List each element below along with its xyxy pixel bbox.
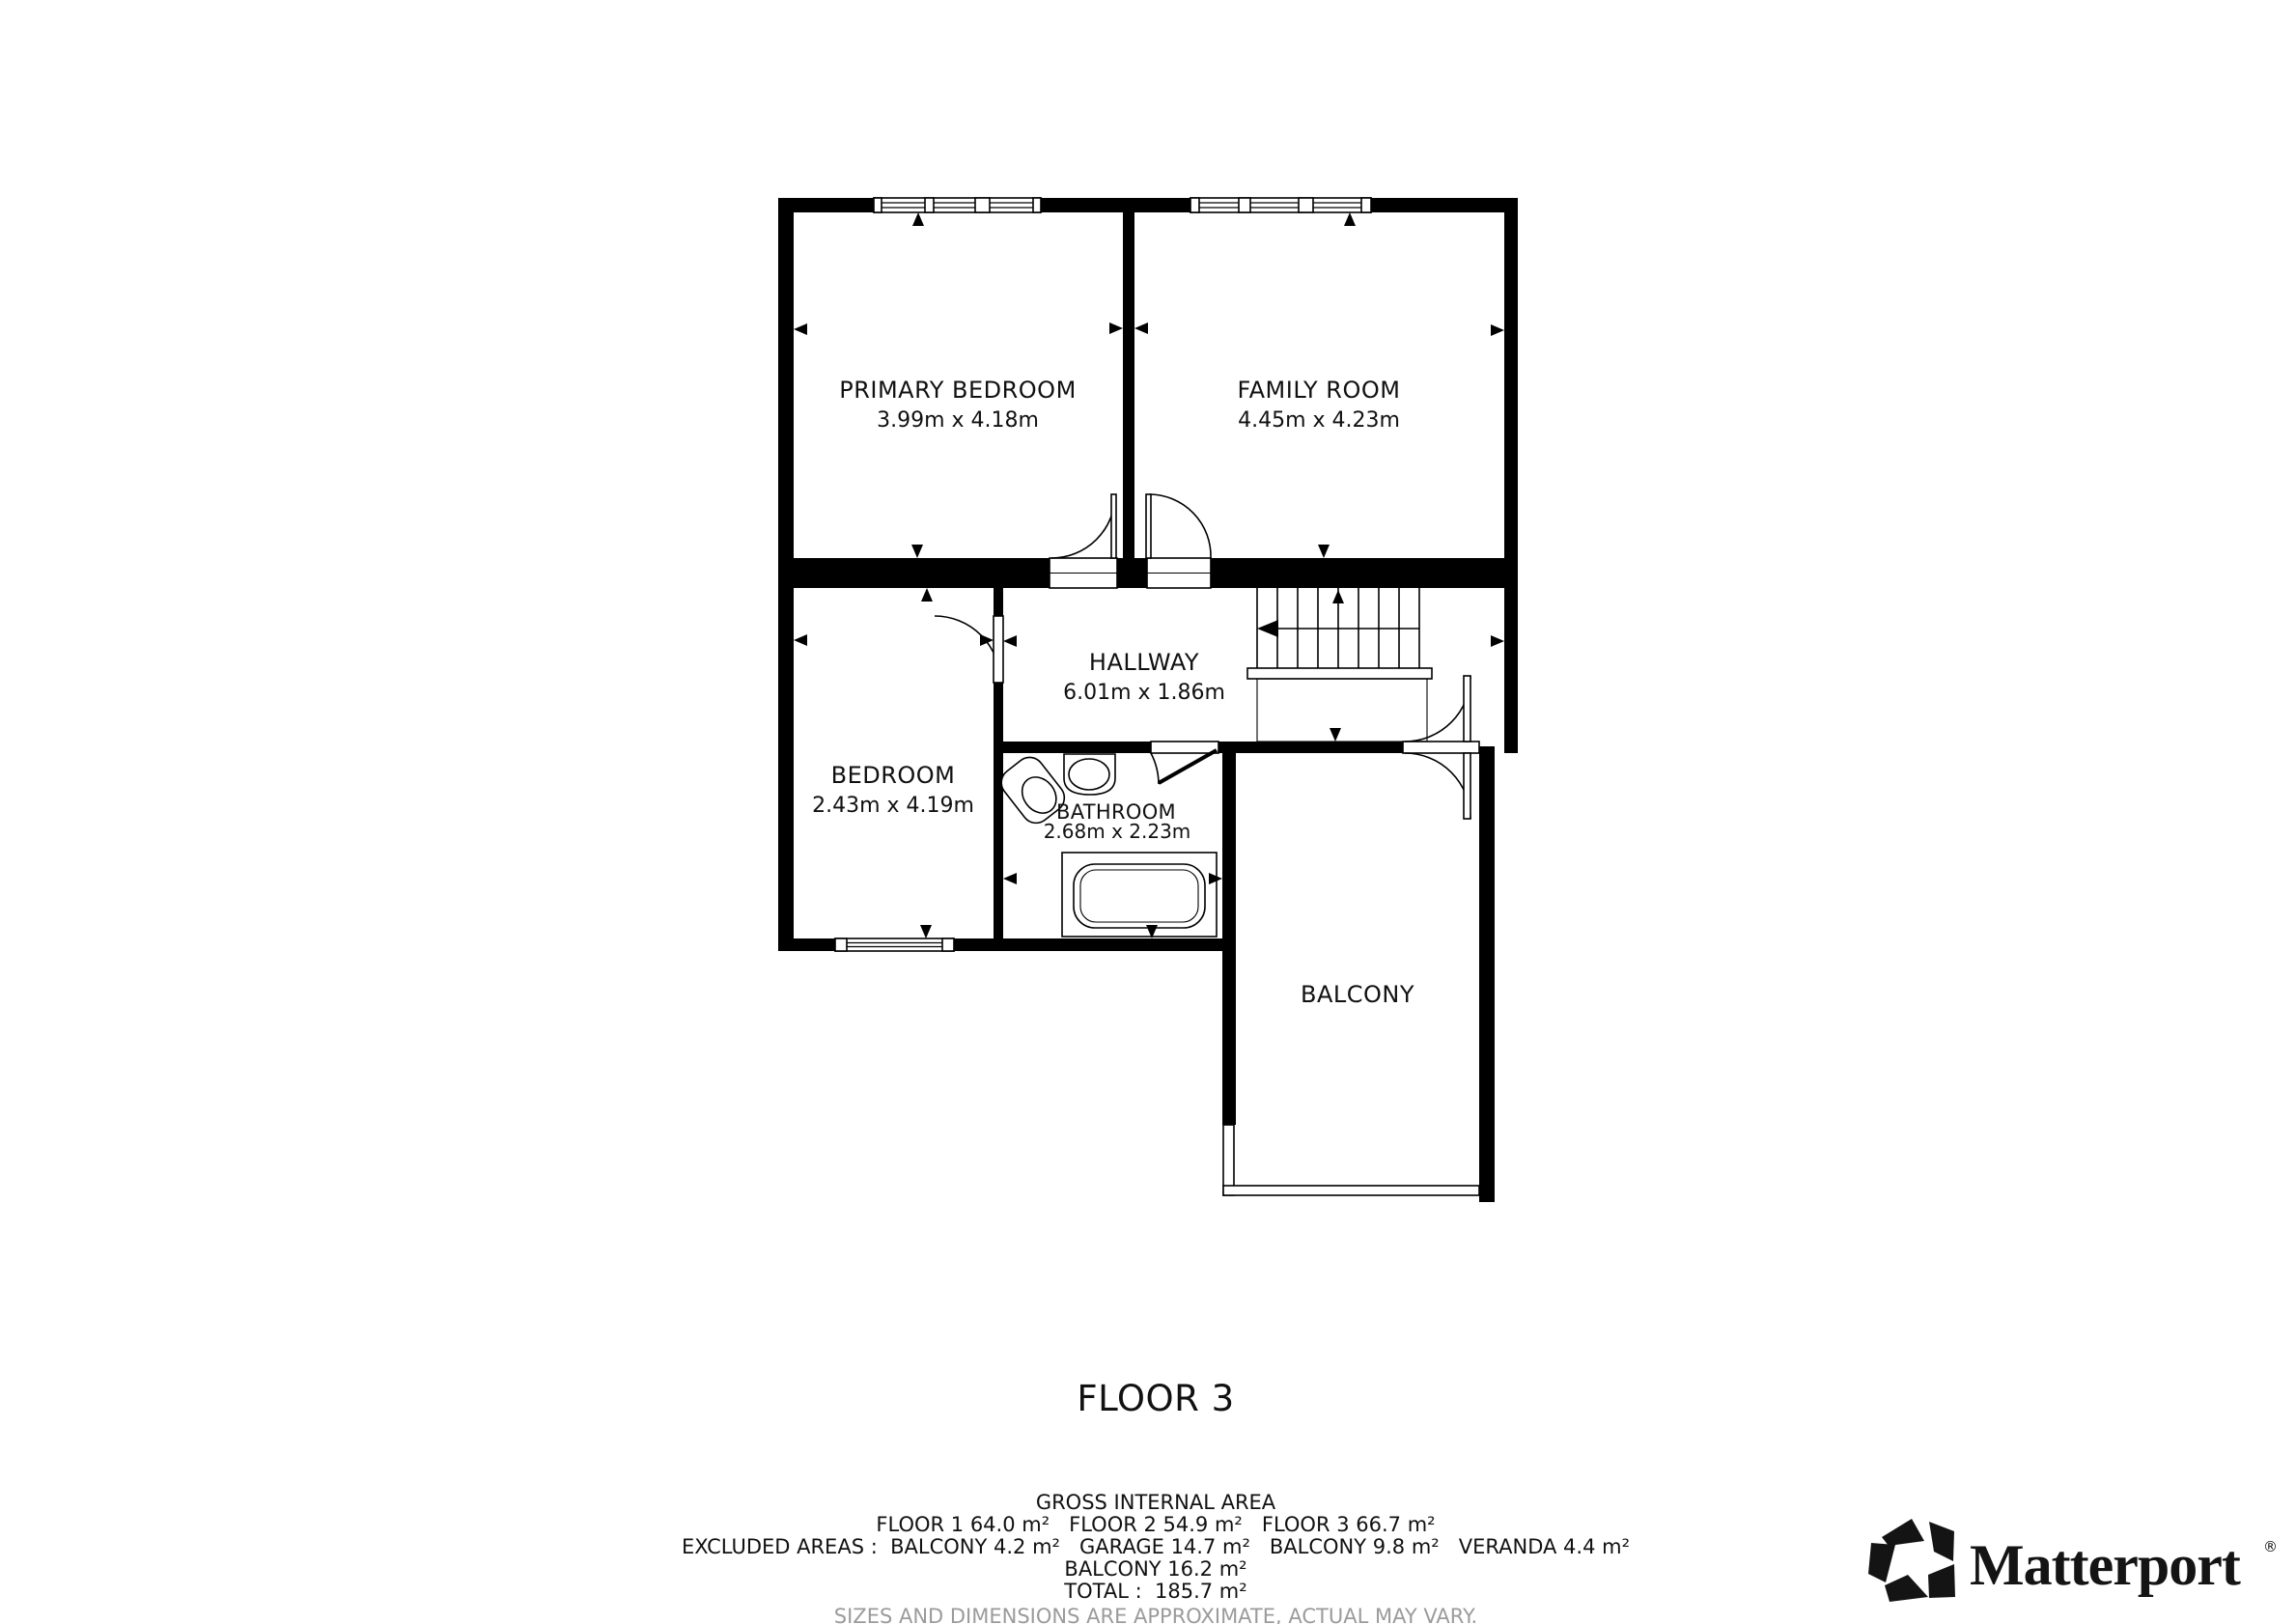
dim-arrow-right bbox=[1491, 635, 1504, 647]
bathroom-fixtures bbox=[995, 751, 1217, 937]
room-label-bedroom: BEDROOM bbox=[830, 762, 956, 789]
balcony-railing-bottom bbox=[1223, 1186, 1479, 1195]
floor-title: FLOOR 3 bbox=[1077, 1378, 1235, 1419]
room-label-bathroom: BATHROOM bbox=[1056, 800, 1176, 824]
bathtub-outer bbox=[1062, 853, 1217, 937]
registered-trademark-symbol: ® bbox=[2263, 1538, 2278, 1555]
wall-hall-bottom-b bbox=[1218, 742, 1403, 753]
wall-hall-bottom-a bbox=[994, 742, 1151, 753]
door-leaf-balcony-upper bbox=[1464, 676, 1470, 742]
total-area-line: TOTAL : 185.7 m² bbox=[1064, 1580, 1247, 1603]
threshold-balcony-door bbox=[1403, 742, 1479, 753]
window-primary-cap-left bbox=[874, 198, 882, 212]
wall-balcony-left bbox=[1222, 951, 1236, 1125]
wall-right bbox=[1504, 212, 1518, 753]
window-primary-bedroom bbox=[874, 198, 1041, 212]
room-labels bbox=[812, 377, 1414, 1008]
window-primary-mullion-2 bbox=[975, 198, 990, 212]
logo-blade-left bbox=[1868, 1543, 1895, 1582]
logo-blade-right-bottom bbox=[1928, 1564, 1955, 1598]
dim-arrow-up bbox=[921, 588, 933, 602]
wall-bedroom-hall-upper bbox=[994, 588, 1003, 616]
logo-blade-bottom bbox=[1885, 1575, 1928, 1602]
window-family-mullion-1 bbox=[1239, 198, 1250, 212]
door-arc-balcony-upper bbox=[1405, 676, 1470, 742]
room-dims-primary-bedroom: 3.99m x 4.18m bbox=[877, 408, 1039, 433]
door-leaf-bedroom bbox=[994, 616, 1003, 683]
balcony-area-line: BALCONY 16.2 m² bbox=[1064, 1557, 1247, 1581]
dim-arrow-down bbox=[1330, 728, 1341, 742]
room-label-balcony: BALCONY bbox=[1300, 981, 1415, 1008]
gross-internal-area-title: GROSS INTERNAL AREA bbox=[1035, 1491, 1276, 1514]
window-family-mullion-2 bbox=[1299, 198, 1313, 212]
stair-direction-arrow bbox=[1257, 620, 1278, 637]
matterport-wordmark: Matterport bbox=[1970, 1533, 2240, 1597]
window-family-cap-right bbox=[1361, 198, 1371, 212]
wall-divider-bedrooms bbox=[1123, 212, 1134, 558]
door-arc-bathroom bbox=[1151, 753, 1159, 784]
dim-arrow-right bbox=[1209, 873, 1222, 884]
bathtub-rim bbox=[1074, 864, 1205, 928]
matterport-logo-icon bbox=[1868, 1519, 1955, 1602]
matterport-logo bbox=[1868, 1519, 2278, 1602]
door-arc-family-room bbox=[1149, 494, 1211, 558]
door-leaf-primary-bedroom bbox=[1111, 494, 1116, 558]
window-primary-cap-right bbox=[1033, 198, 1041, 212]
door-leaf-family-room bbox=[1146, 494, 1151, 558]
disclaimer-text: SIZES AND DIMENSIONS ARE APPROXIMATE, ACTUAL MAY VARY. bbox=[833, 1605, 1478, 1624]
room-label-hallway: HALLWAY bbox=[1088, 649, 1200, 676]
balcony-railings bbox=[1223, 1125, 1479, 1195]
dim-arrow-up bbox=[912, 212, 924, 226]
dim-arrow-right bbox=[1491, 324, 1504, 336]
wall-bottom-b bbox=[954, 938, 1236, 951]
room-label-primary-bedroom: PRIMARY BEDROOM bbox=[839, 377, 1077, 404]
dim-arrow-left bbox=[794, 323, 807, 335]
window-bedroom-cap-right bbox=[942, 938, 954, 951]
stairs bbox=[1247, 588, 1432, 742]
dim-arrow-down bbox=[920, 925, 932, 938]
threshold-bathroom-door bbox=[1151, 742, 1218, 753]
floor-areas-line: FLOOR 1 64.0 m² FLOOR 2 54.9 m² FLOOR 3 66.7 m² bbox=[876, 1513, 1436, 1536]
wall-balcony-right bbox=[1479, 746, 1495, 1202]
room-label-family-room: FAMILY ROOM bbox=[1237, 377, 1401, 404]
room-dims-family-room: 4.45m x 4.23m bbox=[1238, 408, 1400, 433]
toilet-bowl bbox=[1069, 759, 1109, 790]
bathtub-basin bbox=[1080, 870, 1198, 922]
dim-arrow-left bbox=[794, 634, 807, 646]
window-bedroom bbox=[835, 938, 954, 951]
room-dims-bedroom: 2.43m x 4.19m bbox=[812, 794, 974, 818]
stair-railing bbox=[1247, 668, 1432, 679]
room-dims-hallway: 6.01m x 1.86m bbox=[1063, 681, 1225, 705]
dim-arrow-down bbox=[911, 545, 923, 558]
window-family-room bbox=[1190, 198, 1371, 212]
room-dims-bathroom: 2.68m x 2.23m bbox=[1043, 820, 1191, 843]
window-primary-mullion-1 bbox=[925, 198, 934, 212]
dim-arrow-left bbox=[1134, 322, 1148, 334]
dim-arrow-up bbox=[1332, 590, 1344, 603]
dim-arrow-left bbox=[1003, 635, 1017, 647]
logo-blade-right-top bbox=[1929, 1522, 1954, 1561]
wall-bottom-a bbox=[778, 938, 835, 951]
door-arc-bedroom bbox=[935, 616, 1000, 682]
door-leaf-bathroom bbox=[1159, 750, 1217, 783]
balcony-railing-left bbox=[1223, 1125, 1234, 1195]
dim-arrow-left bbox=[1003, 873, 1017, 884]
wall-left bbox=[778, 212, 794, 951]
wall-bath-right bbox=[1222, 753, 1236, 938]
door-leaf-balcony-lower bbox=[1464, 753, 1470, 819]
door-arc-primary-bedroom bbox=[1051, 494, 1115, 558]
dim-arrow-up bbox=[1344, 212, 1356, 226]
wall-mid-c bbox=[1211, 558, 1504, 588]
dim-arrow-down bbox=[1318, 545, 1330, 558]
wall-mid-a bbox=[794, 558, 1050, 588]
wall-mid-b bbox=[1117, 558, 1147, 588]
dim-arrow-right bbox=[980, 634, 994, 646]
door-arc-balcony-lower bbox=[1405, 753, 1470, 819]
stair-void bbox=[1257, 679, 1427, 742]
window-family-cap-left bbox=[1190, 198, 1199, 212]
dim-arrow-right bbox=[1109, 322, 1123, 334]
logo-blade-top bbox=[1882, 1519, 1924, 1546]
wall-bedroom-hall-lower bbox=[994, 683, 1003, 742]
footer-block bbox=[682, 1378, 1630, 1624]
window-bedroom-cap-left bbox=[835, 938, 847, 951]
excluded-areas-line: EXCLUDED AREAS : BALCONY 4.2 m² GARAGE 14.7 m² BALCONY 9.8 m² VERANDA 4.4 m² bbox=[682, 1535, 1630, 1558]
